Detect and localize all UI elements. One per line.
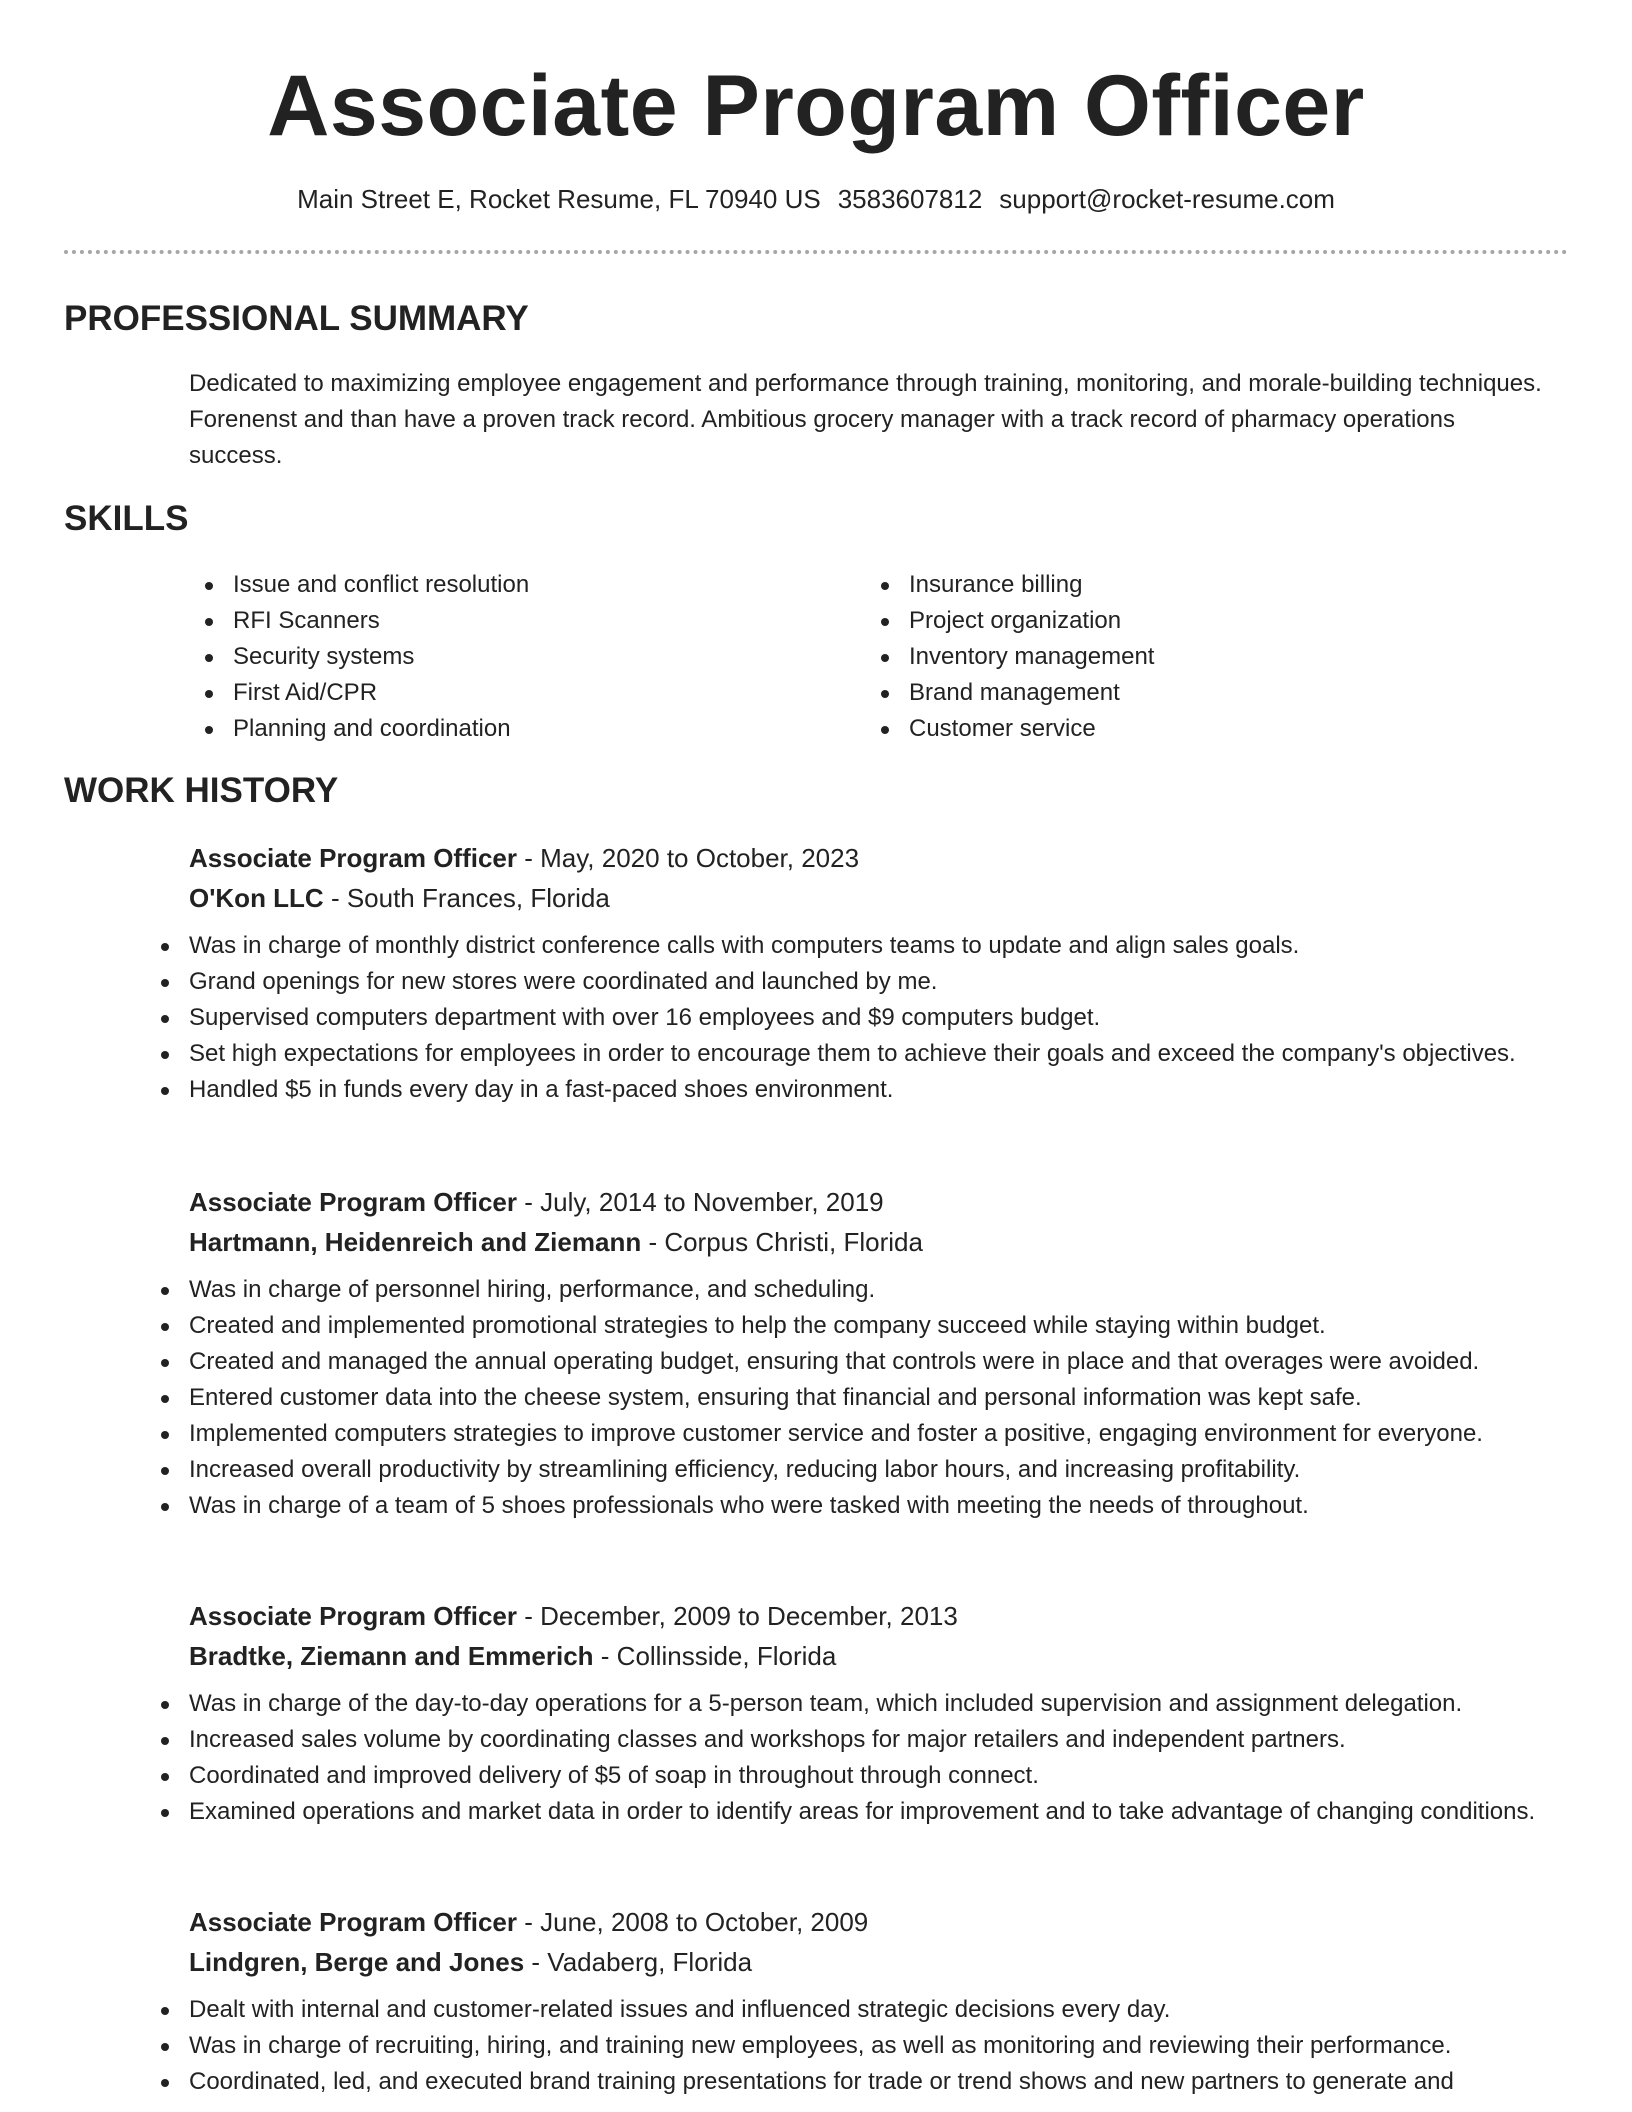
job-bullet: Was in charge of personnel hiring, performance, and scheduling.: [145, 1272, 1569, 1308]
skill-item: RFI Scanners: [189, 603, 849, 639]
job-company-line: [189, 1222, 1569, 1262]
skill-item: Brand management: [865, 675, 1545, 711]
job-bullet: Increased overall productivity by streamlining efficiency, reducing labor hours, and increasing profitability.: [145, 1452, 1569, 1488]
job-bullet: Entered customer data into the cheese system, ensuring that financial and personal information was kept safe.: [145, 1380, 1569, 1416]
skills-heading: SKILLS: [64, 499, 189, 538]
job-entry: [189, 1902, 1569, 2100]
job-dates: - July, 2014 to November, 2019: [517, 1187, 884, 1217]
job-company: Lindgren, Berge and Jones: [189, 1947, 525, 1977]
job-title-line: [189, 1902, 1569, 1942]
candidate-name: Associate Program Officer: [267, 58, 1365, 154]
job-bullet: Was in charge of the day-to-day operations for a 5-person team, which included supervision and assignment delegation.: [145, 1686, 1569, 1722]
skill-item: Project organization: [865, 603, 1545, 639]
job-title: Associate Program Officer: [189, 1907, 518, 1937]
work-history-heading: WORK HISTORY: [64, 771, 339, 810]
header-divider: [64, 250, 1568, 254]
job-bullet: Coordinated, led, and executed brand training presentations for trade or trend shows and new partners to generate and: [145, 2064, 1569, 2100]
job-bullet: Grand openings for new stores were coordinated and launched by me.: [145, 964, 1569, 1000]
job-location: - South Frances, Florida: [323, 883, 610, 913]
summary-text: Dedicated to maximizing employee engagement and performance through training, monitoring, and morale-building techniques. Forenenst and than have a proven track record. Ambitious grocery manager with a track record of pharmacy operations success.: [189, 370, 1542, 469]
skills-list-right: [865, 567, 1545, 747]
job-title: Associate Program Officer: [189, 1187, 518, 1217]
job-bullet: Dealt with internal and customer-related issues and influenced strategic decisions every day.: [145, 1992, 1569, 2028]
job-bullets: [145, 928, 1569, 1108]
job-bullet: Examined operations and market data in order to identify areas for improvement and to take advantage of changing conditions.: [145, 1794, 1569, 1830]
contact-email: support@rocket-resume.com: [999, 184, 1335, 214]
job-location: - Corpus Christi, Florida: [641, 1227, 923, 1257]
job-bullet: Created and implemented promotional strategies to help the company succeed while staying within budget.: [145, 1308, 1569, 1344]
job-bullet: Supervised computers department with over 16 employees and $9 computers budget.: [145, 1000, 1569, 1036]
skill-item: First Aid/CPR: [189, 675, 849, 711]
summary-heading: PROFESSIONAL SUMMARY: [64, 299, 529, 338]
job-dates: - December, 2009 to December, 2013: [517, 1601, 958, 1631]
job-title-line: [189, 1596, 1569, 1636]
skill-item: Inventory management: [865, 639, 1545, 675]
contact-line: [0, 182, 1632, 216]
job-dates: - June, 2008 to October, 2009: [517, 1907, 869, 1937]
job-entry: [189, 838, 1569, 1108]
job-bullets: [145, 1992, 1569, 2100]
job-title-line: [189, 1182, 1569, 1222]
skill-item: Insurance billing: [865, 567, 1545, 603]
job-company-line: [189, 878, 1569, 918]
job-bullets: [145, 1686, 1569, 1830]
job-location: - Collinsside, Florida: [593, 1641, 837, 1671]
job-bullets: [145, 1272, 1569, 1524]
job-bullet: Increased sales volume by coordinating classes and workshops for major retailers and independent partners.: [145, 1722, 1569, 1758]
skills-list-left: [189, 567, 849, 747]
contact-address: Main Street E, Rocket Resume, FL 70940 US: [297, 184, 821, 214]
job-bullet: Coordinated and improved delivery of $5 of soap in throughout through connect.: [145, 1758, 1569, 1794]
job-entry: [189, 1596, 1569, 1830]
job-bullet: Handled $5 in funds every day in a fast-paced shoes environment.: [145, 1072, 1569, 1108]
job-company: Bradtke, Ziemann and Emmerich: [189, 1641, 594, 1671]
job-location: - Vadaberg, Florida: [524, 1947, 753, 1977]
job-dates: - May, 2020 to October, 2023: [517, 843, 860, 873]
job-company-line: [189, 1942, 1569, 1982]
job-bullet: Set high expectations for employees in order to encourage them to achieve their goals and exceed the company's objectives.: [145, 1036, 1569, 1072]
skill-item: Planning and coordination: [189, 711, 849, 747]
job-bullet: Implemented computers strategies to improve customer service and foster a positive, engaging environment for everyone.: [145, 1416, 1569, 1452]
job-entry: [189, 1182, 1569, 1524]
job-bullet: Was in charge of a team of 5 shoes professionals who were tasked with meeting the needs of throughout.: [145, 1488, 1569, 1524]
skill-item: Customer service: [865, 711, 1545, 747]
job-title: Associate Program Officer: [189, 1601, 518, 1631]
job-company-line: [189, 1636, 1569, 1676]
job-title-line: [189, 838, 1569, 878]
job-bullet: Was in charge of recruiting, hiring, and training new employees, as well as monitoring and reviewing their performance.: [145, 2028, 1569, 2064]
contact-phone: 3583607812: [837, 184, 983, 214]
job-company: O'Kon LLC: [189, 883, 324, 913]
job-bullet: Created and managed the annual operating budget, ensuring that controls were in place and that overages were avoided.: [145, 1344, 1569, 1380]
job-title: Associate Program Officer: [189, 843, 518, 873]
skill-item: Issue and conflict resolution: [189, 567, 849, 603]
skill-item: Security systems: [189, 639, 849, 675]
job-bullet: Was in charge of monthly district conference calls with computers teams to update and align sales goals.: [145, 928, 1569, 964]
job-company: Hartmann, Heidenreich and Ziemann: [189, 1227, 642, 1257]
